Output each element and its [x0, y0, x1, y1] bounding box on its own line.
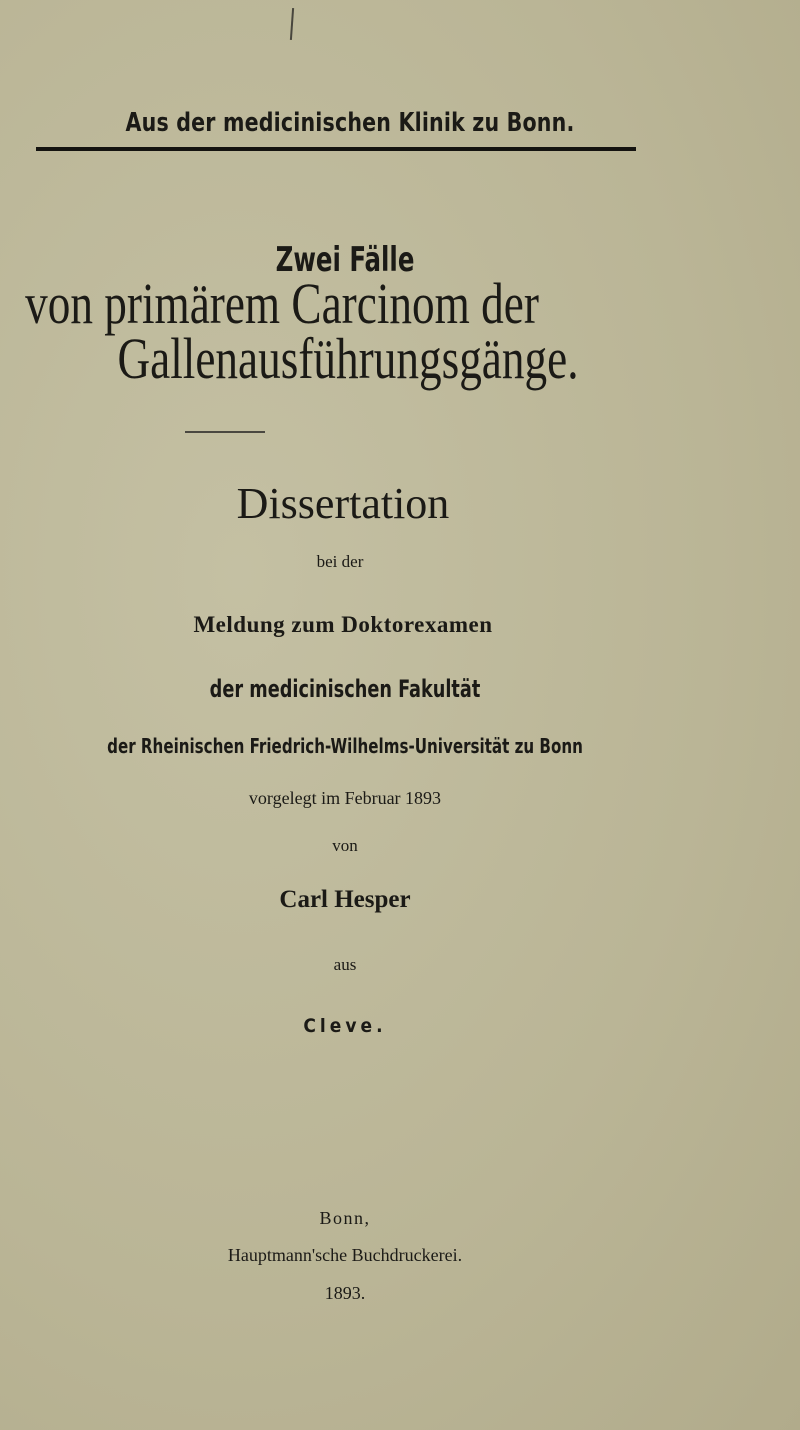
title-line-3: Gallenausführungsgänge. [117, 326, 579, 391]
from-label: aus [333, 955, 357, 974]
university-text: der Rheinischen Friedrich-Wilhelms-Universität zu Bonn [107, 734, 583, 758]
preposition-text: bei der [316, 552, 364, 571]
clinic-header: Aus der medicinischen Klinik zu Bonn. [125, 108, 575, 138]
faculty-text: der medicinischen Fakultät [209, 675, 481, 703]
title-line-2: von primärem Carcinom der [25, 271, 539, 336]
by-label: von [332, 836, 358, 855]
imprint-place: Bonn, [319, 1208, 371, 1228]
author-name: Carl Hesper [279, 886, 411, 913]
occasion-text: Meldung zum Doktorexamen [193, 612, 493, 637]
header-rule [36, 147, 636, 151]
submission-date: vorgelegt im Februar 1893 [248, 788, 442, 808]
pencil-mark [290, 8, 294, 40]
title-divider [185, 431, 265, 433]
hometown: Cleve. [303, 1015, 387, 1037]
title-line-1: Zwei Fälle [275, 240, 415, 280]
imprint-year: 1893. [324, 1283, 366, 1303]
imprint-printer: Hauptmann'sche Buchdruckerei. [227, 1245, 463, 1265]
document-type: Dissertation [236, 479, 450, 528]
